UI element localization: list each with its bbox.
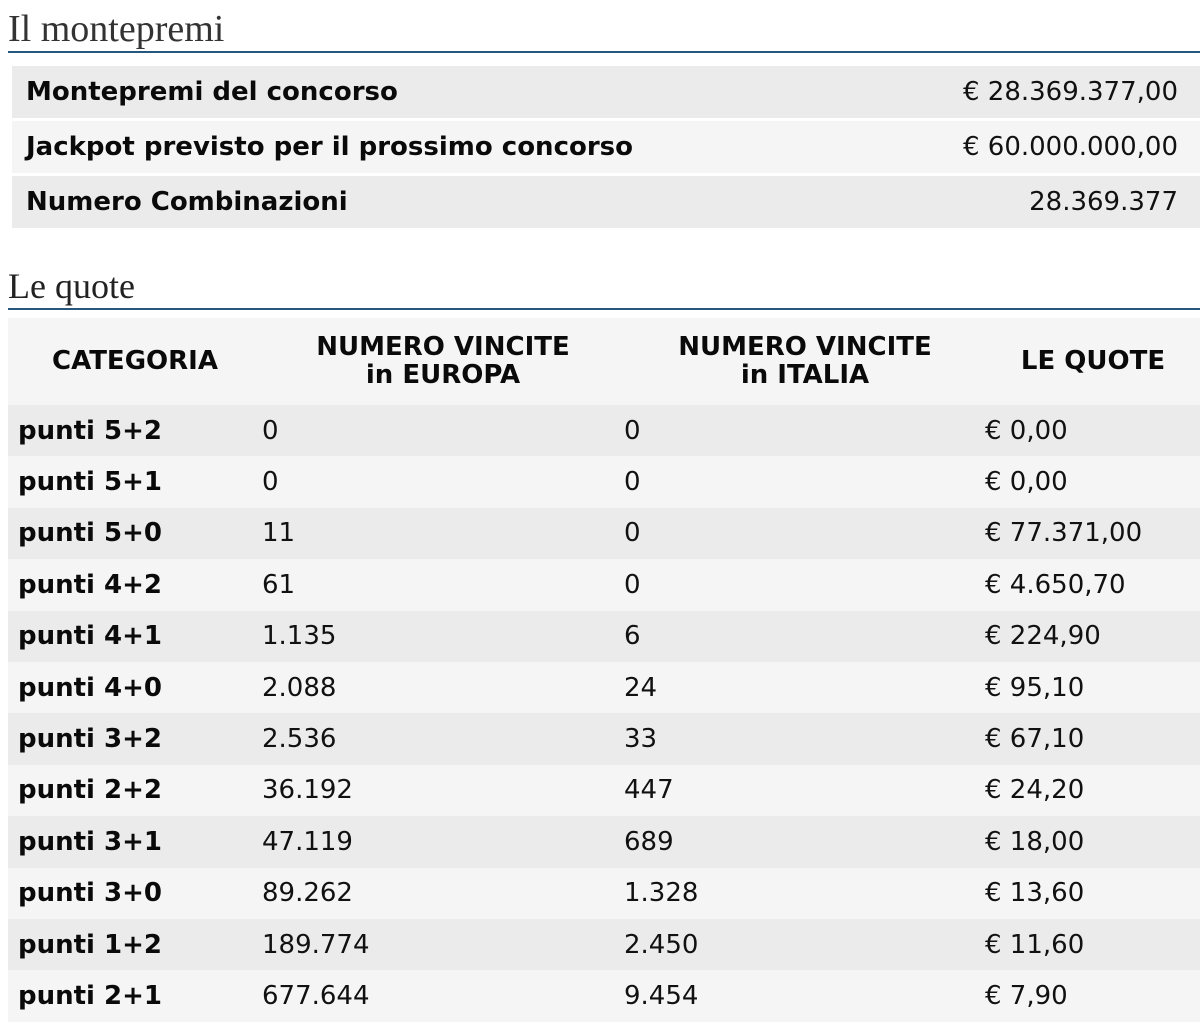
cell-categoria: punti 4+0	[18, 672, 162, 703]
summary-row-jackpot	[12, 121, 1200, 173]
cell-categoria: punti 3+0	[18, 878, 162, 909]
table-row	[8, 559, 1200, 610]
montepremi-title: Il montepremi	[8, 8, 225, 50]
table-row	[8, 508, 1200, 559]
cell-europa: 61	[262, 569, 296, 600]
cell-italia: 2.450	[624, 929, 699, 960]
header-italia-line1: NUMERO VINCITE	[678, 332, 932, 363]
cell-italia: 689	[624, 826, 674, 857]
quote-table-header	[8, 318, 1200, 405]
cell-quota: € 7,90	[985, 980, 1068, 1011]
cell-europa: 2.536	[262, 724, 337, 755]
quote-title-rule	[8, 308, 1200, 310]
cell-quota: € 18,00	[985, 826, 1085, 857]
summary-label: Jackpot previsto per il prossimo concorso	[26, 132, 634, 162]
cell-italia: 0	[624, 415, 641, 446]
summary-value: € 60.000.000,00	[962, 132, 1178, 162]
cell-italia: 0	[624, 569, 641, 600]
cell-categoria: punti 2+1	[18, 980, 162, 1011]
cell-italia: 6	[624, 621, 641, 652]
cell-europa: 1.135	[262, 621, 337, 652]
header-quote-label: LE QUOTE	[1020, 345, 1166, 376]
cell-categoria: punti 3+2	[18, 724, 162, 755]
table-row	[8, 662, 1200, 713]
cell-italia: 24	[624, 672, 658, 703]
table-row	[8, 456, 1200, 507]
table-row	[8, 919, 1200, 970]
table-row	[8, 611, 1200, 662]
cell-quota: € 224,90	[985, 621, 1101, 652]
cell-europa: 11	[262, 518, 296, 549]
summary-label: Numero Combinazioni	[26, 187, 348, 217]
header-categoria-label: CATEGORIA	[52, 345, 218, 376]
cell-categoria: punti 2+2	[18, 775, 162, 806]
cell-italia: 0	[624, 518, 641, 549]
cell-europa: 0	[262, 415, 279, 446]
cell-italia: 9.454	[624, 980, 699, 1011]
cell-europa: 89.262	[262, 878, 353, 909]
cell-quota: € 4.650,70	[985, 569, 1126, 600]
cell-europa: 47.119	[262, 826, 353, 857]
cell-quota: € 0,00	[985, 467, 1068, 498]
cell-quota: € 13,60	[985, 878, 1085, 909]
table-row	[8, 405, 1200, 456]
cell-categoria: punti 5+0	[18, 518, 162, 549]
cell-categoria: punti 4+2	[18, 569, 162, 600]
cell-quota: € 0,00	[985, 415, 1068, 446]
header-europa-line2: in EUROPA	[365, 359, 521, 390]
cell-europa: 189.774	[262, 929, 370, 960]
table-row	[8, 765, 1200, 816]
header-italia	[624, 334, 986, 389]
cell-quota: € 24,20	[985, 775, 1085, 806]
cell-europa: 2.088	[262, 672, 337, 703]
header-italia-line2: in ITALIA	[740, 359, 870, 390]
cell-categoria: punti 1+2	[18, 929, 162, 960]
cell-italia: 33	[624, 724, 658, 755]
header-europa-line1: NUMERO VINCITE	[316, 332, 570, 363]
cell-categoria: punti 5+2	[18, 415, 162, 446]
table-row	[8, 713, 1200, 764]
summary-value: 28.369.377	[1029, 187, 1178, 217]
header-categoria	[8, 345, 262, 376]
summary-row-montepremi	[12, 66, 1200, 118]
cell-categoria: punti 4+1	[18, 621, 162, 652]
summary-row-combinazioni	[12, 176, 1200, 228]
summary-value: € 28.369.377,00	[962, 77, 1178, 107]
quote-table-body	[8, 405, 1200, 1022]
header-quote	[986, 345, 1200, 376]
montepremi-title-rule	[8, 51, 1200, 53]
cell-italia: 1.328	[624, 878, 699, 909]
cell-quota: € 11,60	[985, 929, 1085, 960]
summary-label: Montepremi del concorso	[26, 77, 398, 107]
table-row	[8, 816, 1200, 867]
cell-quota: € 95,10	[985, 672, 1085, 703]
table-row	[8, 868, 1200, 919]
header-europa	[262, 334, 624, 389]
cell-europa: 0	[262, 467, 279, 498]
table-row	[8, 970, 1200, 1021]
montepremi-summary-table	[12, 66, 1200, 231]
cell-italia: 0	[624, 467, 641, 498]
cell-quota: € 67,10	[985, 724, 1085, 755]
cell-europa: 677.644	[262, 980, 370, 1011]
cell-quota: € 77.371,00	[985, 518, 1143, 549]
cell-categoria: punti 5+1	[18, 467, 162, 498]
cell-categoria: punti 3+1	[18, 826, 162, 857]
cell-europa: 36.192	[262, 775, 353, 806]
cell-italia: 447	[624, 775, 674, 806]
quote-table	[8, 318, 1200, 1022]
quote-title: Le quote	[8, 266, 135, 306]
